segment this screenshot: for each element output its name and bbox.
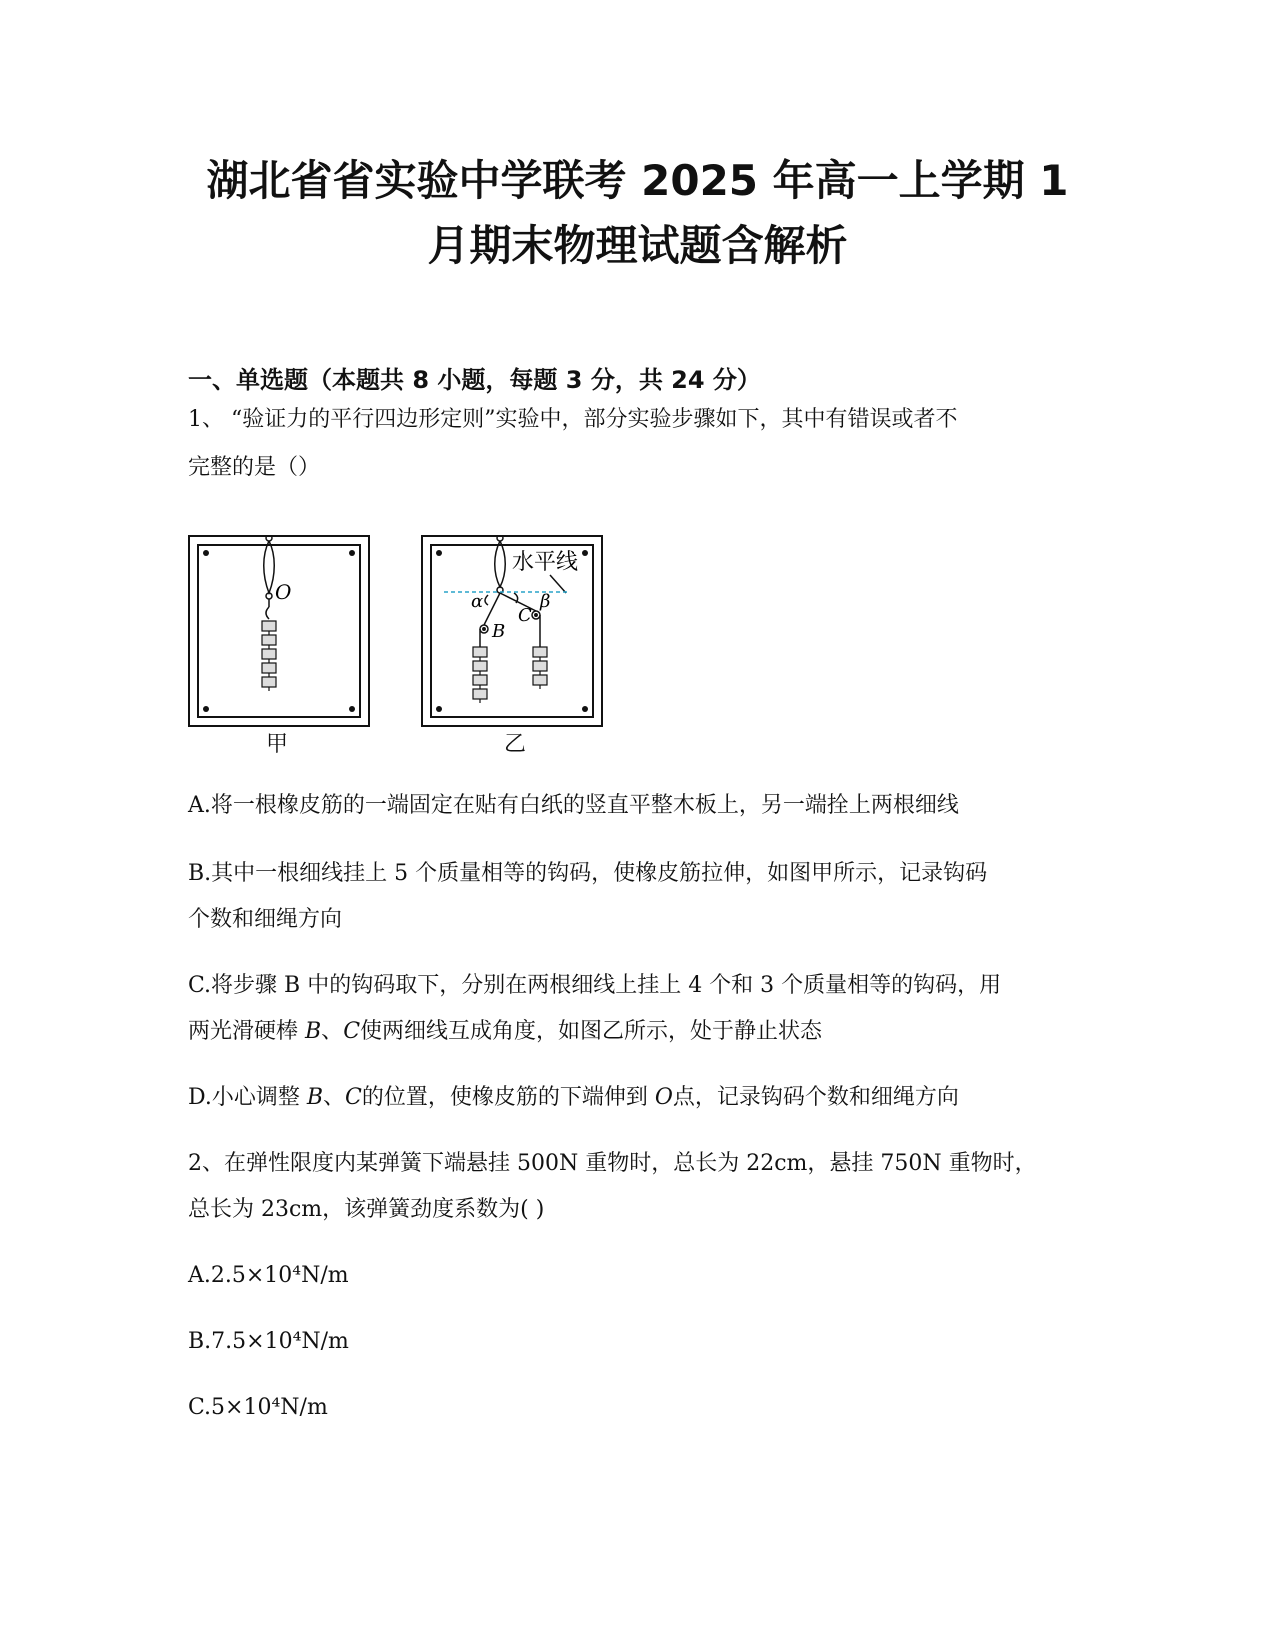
- label-horizontal-line: 水平线: [512, 550, 579, 575]
- text-span: 、: [323, 1085, 346, 1110]
- label-c: C: [518, 605, 532, 626]
- q1-option-a: A.将一根橡皮筋的一端固定在贴有白纸的竖直平整木板上，另一端拴上两根细线: [188, 793, 959, 818]
- q1-stem-line-2: 完整的是（）: [188, 455, 321, 480]
- label-o: O: [275, 580, 292, 604]
- q1-figure: [188, 535, 628, 757]
- weights-jia: [262, 621, 276, 691]
- q1-stem-line-1: 1、 “验证力的平行四边形定则”实验中，部分实验步骤如下，其中有错误或者不: [188, 407, 958, 432]
- var-c: C: [345, 1085, 362, 1110]
- text-span: 点，记录钩码个数和细绳方向: [672, 1085, 959, 1110]
- var-b: B: [305, 1019, 322, 1044]
- caption-yi: 乙: [504, 732, 527, 757]
- text-span: 的位置，使橡皮筋的下端伸到: [361, 1085, 655, 1110]
- caption-jia: 甲: [266, 732, 289, 757]
- document-title-line-2: 月期末物理试题含解析: [427, 221, 848, 270]
- var-o: O: [654, 1085, 673, 1110]
- q2-option-b: B.7.5×10⁴N/m: [188, 1329, 349, 1354]
- board-jia-pins: [203, 550, 355, 712]
- label-b: B: [492, 621, 506, 642]
- q1-option-d: [188, 1074, 1088, 1122]
- section-heading: 一、单选题（本题共 8 小题，每题 3 分，共 24 分）: [188, 366, 761, 394]
- document-title-line-1: 湖北省省实验中学联考 2025 年高一上学期 1: [206, 156, 1069, 205]
- text-span: D.小心调整: [188, 1085, 307, 1110]
- label-beta: β: [540, 591, 551, 612]
- q1-option-b-line-2: 个数和细绳方向: [188, 907, 343, 932]
- board-jia: [189, 536, 369, 726]
- q2-stem-line-1: 2、在弹性限度内某弹簧下端悬挂 500N 重物时，总长为 22cm，悬挂 750N 重物时，: [188, 1151, 1037, 1176]
- text-span: 使两细线互成角度，如图乙所示，处于静止状态: [360, 1019, 823, 1044]
- rubber-band-jia: [264, 535, 275, 619]
- var-c: C: [343, 1019, 361, 1044]
- apparatus-diagram: [188, 535, 628, 735]
- var-b: B: [306, 1085, 324, 1110]
- q1-option-c-line-2: [188, 1008, 1088, 1056]
- weights-yi-left: [473, 647, 487, 703]
- text-span: 、: [321, 1019, 344, 1044]
- q1-option-b-line-1: B.其中一根细线挂上 5 个质量相等的钩码，使橡皮筋拉伸，如图甲所示，记录钩码: [188, 861, 988, 886]
- text-span: 两光滑硬棒: [188, 1019, 305, 1044]
- weights-yi-right: [533, 647, 547, 689]
- label-alpha: α: [471, 591, 484, 612]
- q1-option-c-line-1: C.将步骤 B 中的钩码取下，分别在两根细线上挂上 4 个和 3 个质量相等的钩码，用: [188, 973, 1002, 998]
- q2-option-c: C.5×10⁴N/m: [188, 1395, 328, 1420]
- q2-stem-line-2: 总长为 23cm，该弹簧劲度系数为( ): [188, 1197, 545, 1222]
- q2-option-a: A.2.5×10⁴N/m: [188, 1263, 349, 1288]
